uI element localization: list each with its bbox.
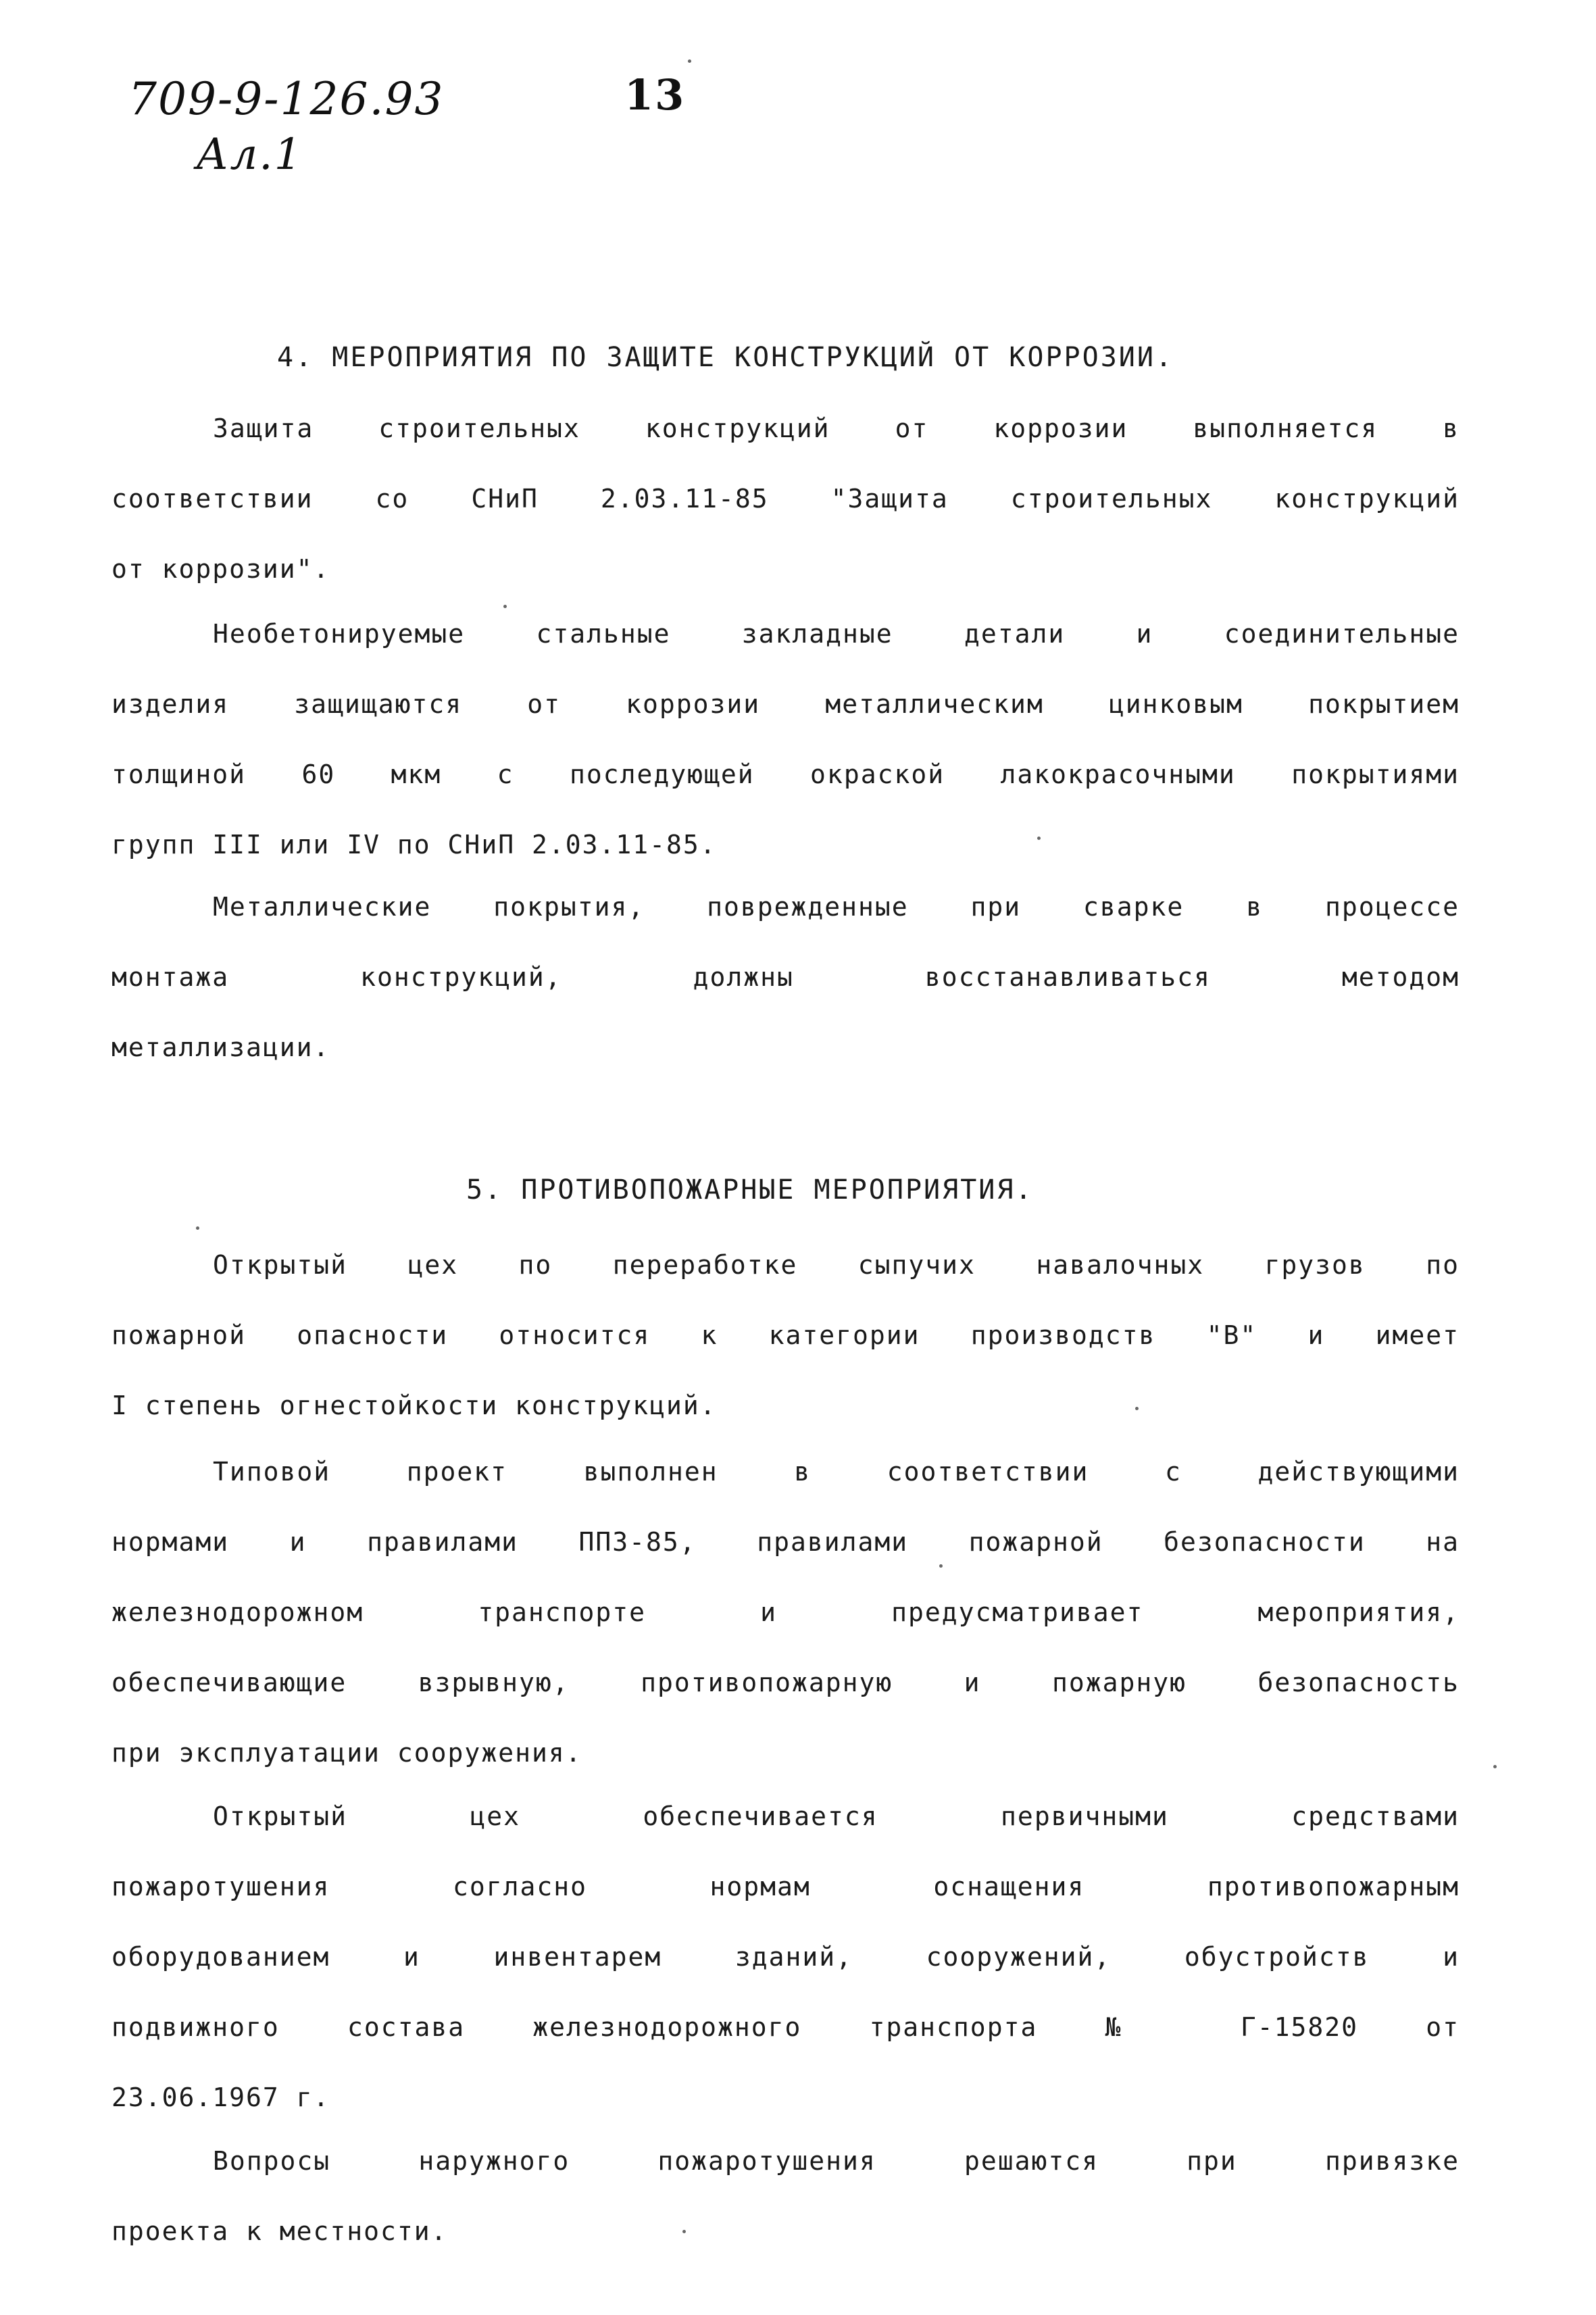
paragraph-line: металлизации. [111, 1032, 330, 1062]
paragraph-line: при эксплуатации сооружения. [111, 1738, 582, 1768]
paragraph-line: групп III или IV по СНиП 2.03.11-85. [111, 830, 717, 860]
paragraph-line: пожарной опасности относится к категории производств "В" и имеет [111, 1320, 1460, 1350]
paragraph-line: монтажа конструкций, должны восстанавливаться методом [111, 962, 1460, 992]
paragraph-line: изделия защищаются от коррозии металлическим цинковым покрытием [111, 689, 1460, 719]
section-4-paragraph-2 [111, 599, 1460, 880]
scan-speck [196, 1226, 199, 1230]
paragraph-line: Вопросы наружного пожаротушения решаются при привязке [213, 2146, 1460, 2176]
paragraph-line: Открытый цех по переработке сыпучих навалочных грузов по [213, 1250, 1460, 1280]
document-code: 709-9-126.93 [128, 73, 445, 125]
paragraph-line: I степень огнестойкости конструкций. [111, 1391, 717, 1420]
section-5-paragraph-4 [111, 2126, 1460, 2266]
section-5-paragraph-3 [111, 1781, 1460, 2133]
paragraph-line: обеспечивающие взрывную, противопожарную и пожарную безопасность [111, 1668, 1460, 1697]
paragraph-line: Защита строительных конструкций от коррозии выполняется в [213, 414, 1460, 443]
section-4-title: 4. МЕРОПРИЯТИЯ ПО ЗАЩИТЕ КОНСТРУКЦИЙ ОТ КОРРОЗИИ. [277, 342, 1174, 373]
paragraph-line: железнодорожном транспорте и предусматривает мероприятия, [111, 1597, 1460, 1627]
paragraph-line: соответствии со СНиП 2.03.11-85 "Защита строительных конструкций [111, 484, 1460, 514]
scan-speck [688, 59, 691, 63]
paragraph-line: Металлические покрытия, поврежденные при сварке в процессе [213, 892, 1460, 922]
paragraph-line: проекта к местности. [111, 2216, 448, 2246]
paragraph-line: оборудованием и инвентарем зданий, сооружений, обустройств и [111, 1942, 1460, 1972]
section-4-paragraph-1 [111, 393, 1460, 604]
paragraph-line: от коррозии". [111, 554, 330, 584]
scan-speck [503, 605, 507, 608]
scan-speck [682, 2230, 686, 2233]
scan-speck [939, 1564, 943, 1568]
scan-speck [1135, 1407, 1139, 1410]
section-5-paragraph-2 [111, 1437, 1460, 1788]
page-number: 13 [624, 70, 686, 120]
paragraph-line: нормами и правилами ППЗ-85, правилами пожарной безопасности на [111, 1527, 1460, 1557]
section-4-paragraph-3 [111, 872, 1460, 1082]
paragraph-line: пожаротушения согласно нормам оснащения противопожарным [111, 1872, 1460, 1901]
paragraph-line: Открытый цех обеспечивается первичными средствами [213, 1801, 1460, 1831]
section-5-title: 5. ПРОТИВОПОЖАРНЫЕ МЕРОПРИЯТИЯ. [466, 1174, 1034, 1205]
scan-speck [1037, 837, 1041, 840]
paragraph-line: Необетонируемые стальные закладные детали и соединительные [213, 619, 1460, 649]
paragraph-line: толщиной 60 мкм с последующей окраской лакокрасочными покрытиями [111, 760, 1460, 789]
paragraph-line: 23.06.1967 г. [111, 2083, 330, 2112]
scan-speck [1493, 1765, 1497, 1768]
section-5-paragraph-1 [111, 1230, 1460, 1441]
paragraph-line: Типовой проект выполнен в соответствии с действующими [213, 1457, 1460, 1487]
sheet-label: Ал.1 [196, 130, 303, 180]
paragraph-line: подвижного состава железнодорожного транспорта № Г-15820 от [111, 2012, 1460, 2042]
